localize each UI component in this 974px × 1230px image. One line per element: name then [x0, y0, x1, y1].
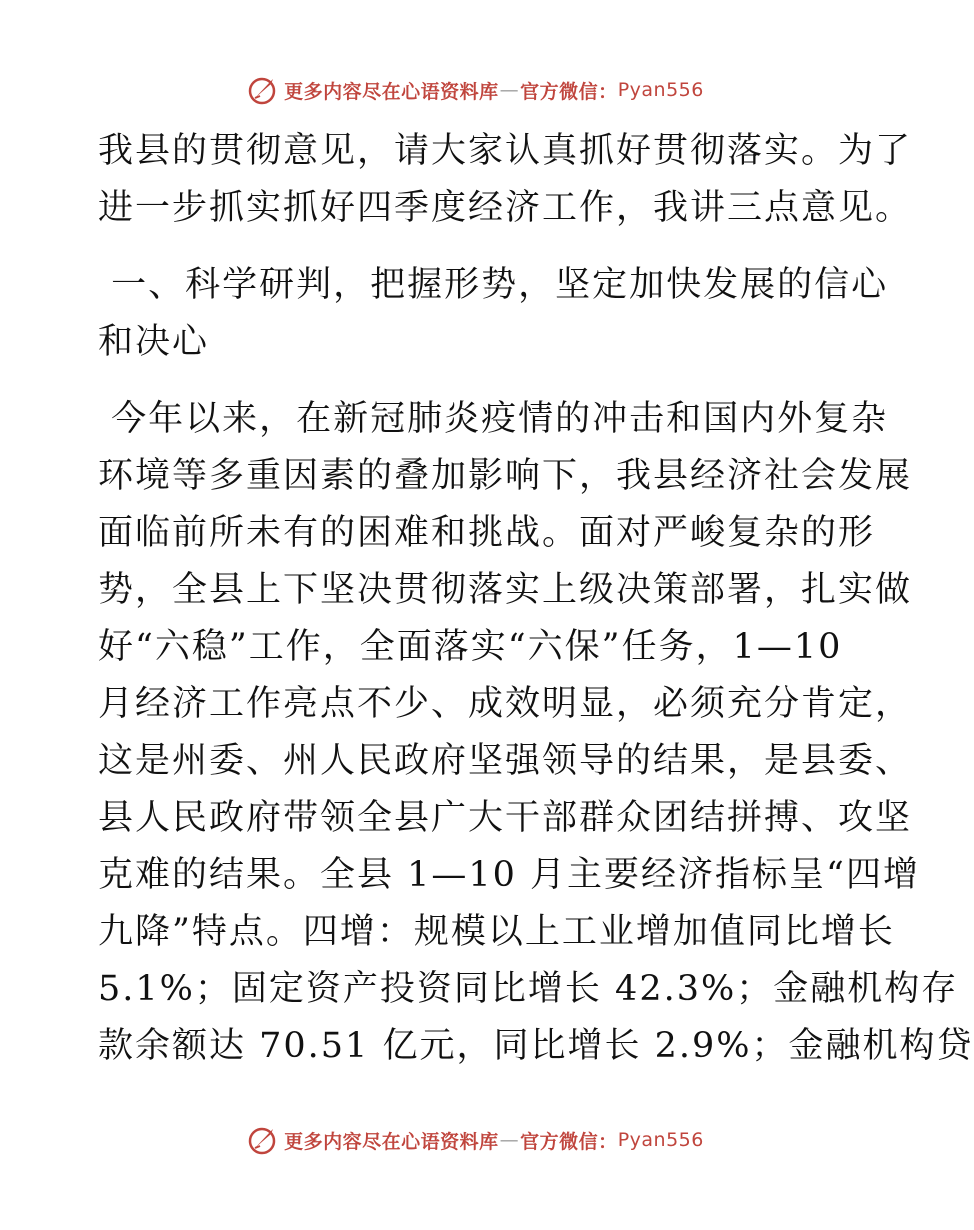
text-line: 九降”特点。四增：规模以上工业增加值同比增长 [98, 912, 895, 952]
document-body [98, 123, 974, 1075]
text-line: 5.1%；固定资产投资同比增长 42.3%；金融机构存 [98, 969, 959, 1009]
watermark-account: Pyan556 [617, 79, 704, 101]
text-line: 面临前所未有的困难和挑战。面对严峻复杂的形 [98, 513, 876, 553]
heading-line: 和决心 [98, 322, 210, 362]
text-line: 今年以来，在新冠肺炎疫情的冲击和国内外复杂 [98, 399, 889, 439]
watermark-separator: — [499, 1129, 520, 1151]
watermark-footer [0, 1120, 950, 1160]
section-heading-1 [98, 257, 889, 371]
text-line: 好“六稳”工作，全面落实“六保”任务，1—10 [98, 627, 843, 667]
watermark-account: Pyan556 [617, 1129, 704, 1151]
watermark-label: 官方微信： [520, 1130, 618, 1153]
watermark-text: 更多内容尽在心语资料库 [284, 1130, 499, 1153]
watermark-header [0, 70, 950, 110]
text-line: 克难的结果。全县 1—10 月主要经济指标呈“四增 [98, 855, 920, 895]
watermark-separator: — [499, 79, 520, 101]
text-line: 县人民政府带领全县广大干部群众团结拼搏、攻坚 [98, 798, 913, 838]
text-line: 势，全县上下坚决贯彻落实上级决策部署，扎实做 [98, 570, 913, 610]
quill-logo-icon [246, 74, 278, 106]
watermark-text: 更多内容尽在心语资料库 [284, 80, 499, 103]
paragraph-1 [98, 123, 913, 237]
heading-line: 一、科学研判，把握形势，坚定加快发展的信心 [98, 265, 889, 305]
text-line: 这是州委、州人民政府坚强领导的结果，是县委、 [98, 741, 913, 781]
paragraph-2 [98, 391, 974, 1075]
text-line: 款余额达 70.51 亿元，同比增长 2.9%；金融机构贷 [98, 1026, 974, 1066]
text-line: 环境等多重因素的叠加影响下，我县经济社会发展 [98, 456, 913, 496]
watermark-label: 官方微信： [520, 80, 618, 103]
quill-logo-icon [246, 1124, 278, 1156]
text-line: 进一步抓实抓好四季度经济工作，我讲三点意见。 [98, 188, 913, 228]
text-line: 月经济工作亮点不少、成效明显，必须充分肯定， [98, 684, 913, 724]
text-line: 我县的贯彻意见，请大家认真抓好贯彻落实。为了 [98, 131, 913, 171]
